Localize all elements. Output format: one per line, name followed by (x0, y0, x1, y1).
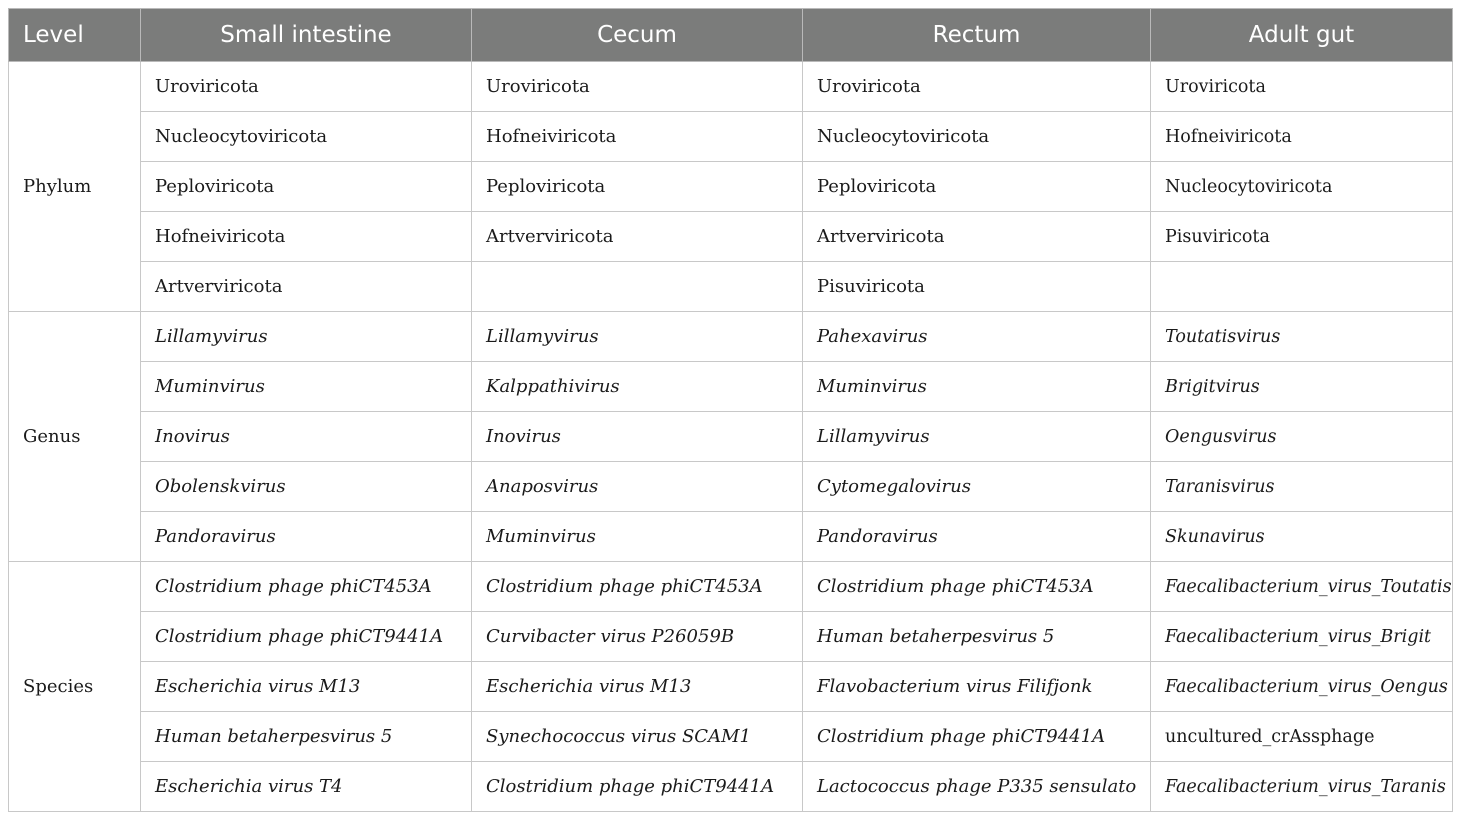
level-label-species: Species (9, 562, 141, 812)
header-level: Level (9, 9, 141, 62)
table-row (9, 312, 1453, 362)
cell-adult-gut: Faecalibacterium_virus_Brigit (1151, 612, 1453, 662)
cell-small-intestine: Pandoravirus (141, 512, 472, 562)
cell-rectum: Muminvirus (803, 362, 1151, 412)
cell-rectum: Lactococcus phage P335 sensulato (803, 762, 1151, 812)
cell-cecum: Clostridium phage phiCT9441A (472, 762, 803, 812)
cell-small-intestine: Nucleocytoviricota (141, 112, 472, 162)
cell-adult-gut: Uroviricota (1151, 62, 1453, 112)
table-row (9, 212, 1453, 262)
cell-adult-gut: Faecalibacterium_virus_Oengus (1151, 662, 1453, 712)
level-label-phylum: Phylum (9, 62, 141, 312)
cell-rectum: Clostridium phage phiCT9441A (803, 712, 1151, 762)
table-row (9, 662, 1453, 712)
cell-cecum: Synechococcus virus SCAM1 (472, 712, 803, 762)
table-row (9, 262, 1453, 312)
header-small-intestine: Small intestine (141, 9, 472, 62)
cell-cecum: Uroviricota (472, 62, 803, 112)
table-body (9, 62, 1453, 812)
cell-small-intestine: Clostridium phage phiCT453A (141, 562, 472, 612)
cell-rectum: Nucleocytoviricota (803, 112, 1151, 162)
cell-rectum: Cytomegalovirus (803, 462, 1151, 512)
cell-cecum: Escherichia virus M13 (472, 662, 803, 712)
cell-small-intestine: Obolenskvirus (141, 462, 472, 512)
cell-small-intestine: Hofneiviricota (141, 212, 472, 262)
cell-adult-gut: Oengusvirus (1151, 412, 1453, 462)
table-row (9, 62, 1453, 112)
cell-adult-gut: Hofneiviricota (1151, 112, 1453, 162)
cell-small-intestine: Lillamyvirus (141, 312, 472, 362)
taxonomy-table (8, 8, 1453, 812)
table-row (9, 112, 1453, 162)
cell-cecum: Artverviricota (472, 212, 803, 262)
header-rectum: Rectum (803, 9, 1151, 62)
cell-cecum: Muminvirus (472, 512, 803, 562)
cell-adult-gut: uncultured_crAssphage (1151, 712, 1453, 762)
cell-small-intestine: Uroviricota (141, 62, 472, 112)
table-row (9, 162, 1453, 212)
cell-adult-gut: Faecalibacterium_virus_Taranis (1151, 762, 1453, 812)
cell-small-intestine: Clostridium phage phiCT9441A (141, 612, 472, 662)
cell-small-intestine: Escherichia virus M13 (141, 662, 472, 712)
cell-rectum: Artverviricota (803, 212, 1151, 262)
header-row (9, 9, 1453, 62)
header-adult-gut: Adult gut (1151, 9, 1453, 62)
level-label-genus: Genus (9, 312, 141, 562)
cell-rectum: Uroviricota (803, 62, 1151, 112)
cell-cecum: Clostridium phage phiCT453A (472, 562, 803, 612)
cell-adult-gut: Brigitvirus (1151, 362, 1453, 412)
cell-rectum: Pahexavirus (803, 312, 1151, 362)
cell-adult-gut (1151, 262, 1453, 312)
cell-cecum: Curvibacter virus P26059B (472, 612, 803, 662)
cell-rectum: Pandoravirus (803, 512, 1151, 562)
cell-rectum: Human betaherpesvirus 5 (803, 612, 1151, 662)
cell-small-intestine: Escherichia virus T4 (141, 762, 472, 812)
table-header (9, 9, 1453, 62)
table-row (9, 362, 1453, 412)
cell-adult-gut: Faecalibacterium_virus_Toutatis (1151, 562, 1453, 612)
cell-adult-gut: Taranisvirus (1151, 462, 1453, 512)
cell-adult-gut: Skunavirus (1151, 512, 1453, 562)
cell-small-intestine: Muminvirus (141, 362, 472, 412)
table-row (9, 762, 1453, 812)
cell-rectum: Flavobacterium virus Filifjonk (803, 662, 1151, 712)
table-row (9, 412, 1453, 462)
cell-cecum (472, 262, 803, 312)
cell-rectum: Clostridium phage phiCT453A (803, 562, 1151, 612)
cell-cecum: Lillamyvirus (472, 312, 803, 362)
cell-small-intestine: Human betaherpesvirus 5 (141, 712, 472, 762)
cell-cecum: Peploviricota (472, 162, 803, 212)
cell-cecum: Kalppathivirus (472, 362, 803, 412)
cell-rectum: Lillamyvirus (803, 412, 1151, 462)
table-row (9, 612, 1453, 662)
cell-small-intestine: Peploviricota (141, 162, 472, 212)
table-row (9, 462, 1453, 512)
cell-small-intestine: Inovirus (141, 412, 472, 462)
cell-cecum: Anaposvirus (472, 462, 803, 512)
cell-adult-gut: Nucleocytoviricota (1151, 162, 1453, 212)
table-row (9, 512, 1453, 562)
table-row (9, 712, 1453, 762)
cell-small-intestine: Artverviricota (141, 262, 472, 312)
table-row (9, 562, 1453, 612)
cell-adult-gut: Pisuviricota (1151, 212, 1453, 262)
cell-rectum: Pisuviricota (803, 262, 1151, 312)
header-cecum: Cecum (472, 9, 803, 62)
cell-cecum: Hofneiviricota (472, 112, 803, 162)
cell-adult-gut: Toutatisvirus (1151, 312, 1453, 362)
cell-cecum: Inovirus (472, 412, 803, 462)
cell-rectum: Peploviricota (803, 162, 1151, 212)
